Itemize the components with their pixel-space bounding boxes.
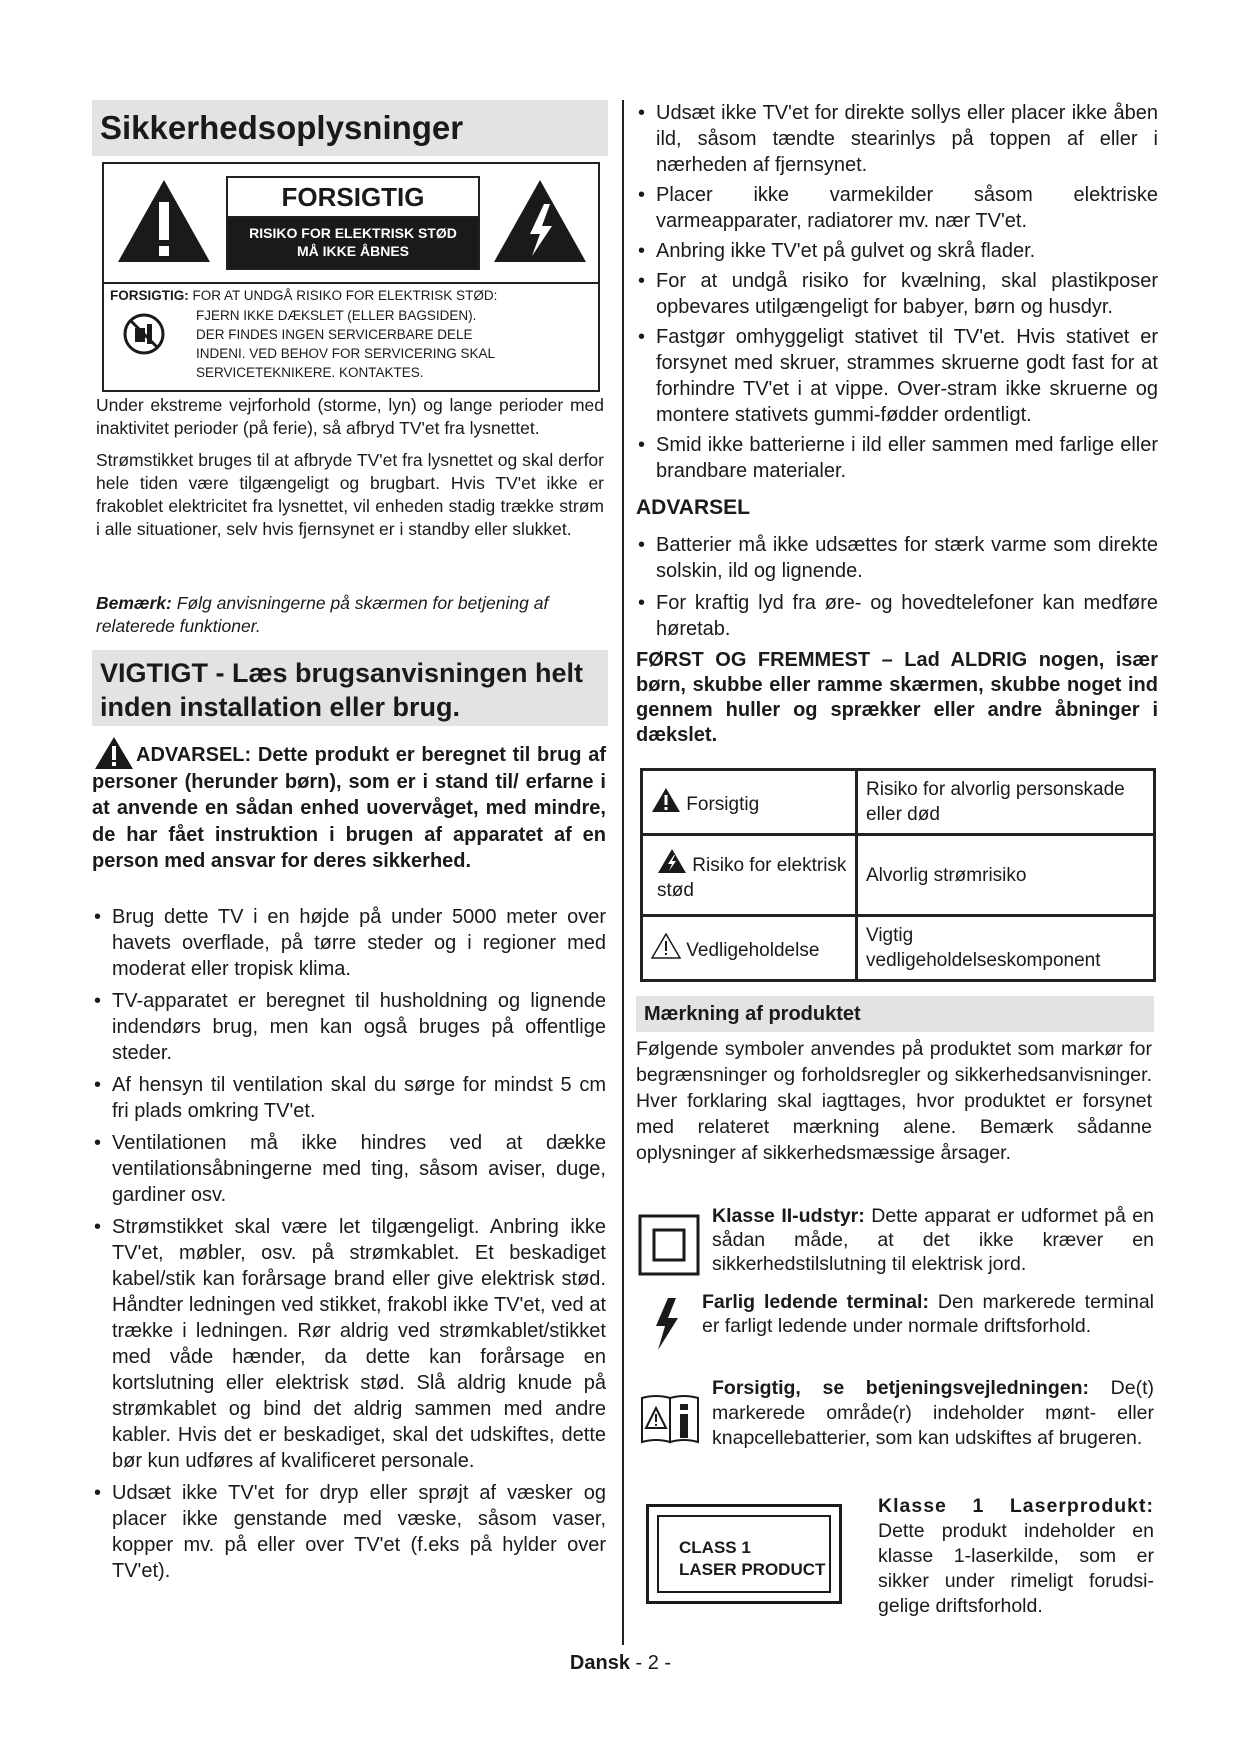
first-and-foremost: FØRST OG FREMMEST – Lad ALDRIG nogen, især børn, skubbe eller ramme skærmen, skubbe noget ind gennem huller og sprækker eller andre åbninger i dækslet. — [636, 649, 1158, 746]
caution-sub-line-1: RISIKO FOR ELEKTRISK STØD — [249, 225, 457, 241]
important-header — [92, 650, 608, 726]
manual-book-icon — [640, 1392, 702, 1446]
lightning-triangle-icon — [492, 178, 588, 264]
caution-subtitle — [228, 218, 478, 268]
table-row — [642, 916, 1155, 981]
caution-divider — [104, 282, 598, 284]
table-cell-symbol-text: Vedligeholdelse — [686, 940, 820, 961]
advarsel-heading: ADVARSEL — [636, 496, 750, 519]
caution-inner-box — [226, 176, 480, 270]
table-cell-symbol-wrap — [651, 848, 847, 903]
list-item: • Brug dette TV i en højde på under 5000 meter over havets overflade, på tørre steder og i regioner med moderat eller tropisk klima. — [92, 904, 606, 982]
manual-desc: De(t) markerede område(r) indeholder mønt- eller knapcellebatterier, som kan udskiftes af brugeren. — [712, 1377, 1155, 1449]
paragraph-weather: Under ekstreme vejrforhold (storme, lyn) og lange perioder med inaktivitet perioder (på ferie), så afbryd TV'et fra lysnettet. — [96, 395, 604, 438]
list-item: • TV-apparatet er beregnet til husholdning og lignende indendørs brug, men kan også bruges på offentlige steder. — [92, 988, 606, 1066]
page-title: Sikkerhedsoplysninger — [100, 109, 464, 146]
laser-desc: Dette produkt indeholder en klasse 1-laserkilde, som er sikker under rimeligt forudsi-gelige driftsforhold. — [878, 1520, 1154, 1617]
paragraph-mains-plug: Strømstikket bruges til at afbryde TV'et fra lysnettet og skal derfor hele tiden være tilgængeligt og brugbart. Hvis TV'et ikke er frakoblet elektricitet fra lysnettet, vil enheden stadig trække strøm i alle situationer, selv hvis fjernsynet er i standby eller slukket. — [96, 450, 604, 539]
live-terminal-label: Farlig ledende terminal: — [702, 1291, 929, 1313]
caution-text-1: FOR AT UNDGÅ RISIKO FOR ELEKTRISK STØD: — [192, 288, 498, 303]
footer-language: Dansk — [569, 1652, 630, 1674]
laser-badge-text — [679, 1537, 825, 1581]
class-ii-label: Klasse II-udstyr: — [712, 1205, 865, 1227]
symbol-table — [640, 768, 1156, 982]
table-cell-desc: Vigtig vedligeholdelseskomponent — [857, 916, 1155, 981]
left-bullet-list — [92, 904, 606, 1584]
important-title-line-1: VIGTIGT - Læs brugsanvisningen helt — [100, 658, 584, 688]
list-item: • Batterier må ikke udsættes for stærk varme som direkte solskin, ild og lignende. — [636, 532, 1158, 584]
table-row — [642, 835, 1155, 916]
right-bullet-list-1 — [636, 100, 1158, 484]
laser-badge-line-2: LASER PRODUCT — [679, 1560, 826, 1579]
laser-badge-line-1: CLASS 1 — [679, 1538, 751, 1557]
caution-label-box — [102, 162, 600, 392]
caution-triangle-icon — [651, 787, 681, 813]
list-item: • For kraftig lyd fra øre- og hovedtelefoner kan medføre høretab. — [636, 590, 1158, 642]
maintenance-triangle-icon — [651, 933, 681, 959]
list-item: • For at undgå risiko for kvælning, skal plastikposer opbevares utilgængeligt for babyer, børn og husdyr. — [636, 268, 1158, 320]
laser-text — [878, 1494, 1154, 1619]
list-item: • Anbring ikke TV'et på gulvet og skrå flader. — [636, 238, 1158, 264]
class-ii-desc: Dette apparat er udformet på en sådan måde, at det ikke kræver en sikkerhedstilslutning til elektrisk jord. — [712, 1205, 1154, 1275]
table-cell-symbol-text: Risiko for elektrisk stød — [657, 854, 847, 901]
table-cell-desc: Alvorlig strømrisiko — [857, 835, 1155, 916]
footer-page-number: - 2 - — [635, 1652, 672, 1674]
electric-shock-icon — [657, 848, 687, 874]
table-cell-desc: Risiko for alvorlig personskade eller død — [857, 770, 1155, 835]
caution-label: FORSIGTIG: — [110, 288, 189, 303]
table-cell-symbol-text: Forsigtig — [686, 794, 760, 815]
list-item: • Ventilationen må ikke hindres ved at dække ventilationsåbningerne med ting, såsom aviser, duge, gardiner osv. — [92, 1130, 606, 1208]
note — [96, 592, 604, 638]
marking-header: Mærkning af produktet — [636, 996, 1154, 1032]
caution-title: FORSIGTIG — [228, 178, 478, 218]
caution-line-1 — [110, 286, 497, 305]
live-terminal-text — [702, 1290, 1154, 1338]
warning-triangle-icon — [116, 178, 212, 264]
list-item: • Fastgør omhyggeligt stativet til TV'et. Hvis stativet er forsynet med skruer, strammes skruerne godt fast for at forhindre TV'et i at vippe. Over-stram ikke skruerne og montere stativets gummi-fødder ordentligt. — [636, 324, 1158, 428]
list-item: • Udsæt ikke TV'et for direkte sollys eller placer ikke åben ild, såsom tændte stearinlys på toppen af eller i nærheden af fjernsynet. — [636, 100, 1158, 178]
no-open-icon — [122, 312, 166, 356]
laser-label: Klasse 1 Laserprodukt: — [878, 1495, 1154, 1517]
marking-paragraph: Følgende symboler anvendes på produktet som markør for begrænsninger og forholdsregler og sikkerhedsanvisninger. Hver forklaring skal iagttages, hvor produktet er forsynet med relateret mærkning alene. Bemærk sådanne oplysninger af sikkerhedsmæssige årsager. — [636, 1038, 1152, 1164]
caution-line-4: INDENI. VED BEHOV FOR SERVICERING SKAL — [196, 346, 496, 361]
list-item: • Strømstikket skal være let tilgængeligt. Anbring ikke TV'et, møbler, osv. på strømkablet. Et beskadiget kabel/stik kan forårsage brand eller give elektrisk stød. Håndter ledningen ved stikket, frakobl ikke TV'et, ved at trække i ledningen. Rør aldrig ved strømkablet/stikket med våde hænder, da dette kan forårsage en kortslutning eller elektrisk stød. Slå aldrig knude på strømkablet og bind det aldrig sammen med andre kabler. Hvis det er beskadiget, skal det udskiftes, dette bør kun udføres af kvalificeret personale. — [92, 1214, 606, 1474]
list-item: • Af hensyn til ventilation skal du sørge for mindst 5 cm fri plads omkring TV'et. — [92, 1072, 606, 1124]
list-item: • Placer ikke varmekilder såsom elektriske varmeapparater, radiatorer mv. nær TV'et. — [636, 182, 1158, 234]
column-divider — [622, 100, 624, 1645]
list-item: • Smid ikke batterierne i ild eller sammen med farlige eller brandbare materialer. — [636, 432, 1158, 484]
important-title — [92, 650, 608, 724]
table-row — [642, 770, 1155, 835]
list-item: • Udsæt ikke TV'et for dryp eller sprøjt af væsker og placer ikke genstande med væske, såsom vaser, kopper mv. på eller over TV'et (f.eks på hylder over TV'et). — [92, 1480, 606, 1584]
laser-badge-inner — [657, 1515, 831, 1593]
lightning-bolt-icon — [650, 1296, 684, 1352]
warning-paragraph: ADVARSEL: Dette produkt er beregnet til brug af personer (herunder børn), som er i stand til/ erfarne i at anvende en sådan enhed uovervåget, med mindre, de har fået instruktion i brugen af apparatet af en person med ansvar for deres sikkerhed. — [92, 744, 606, 872]
important-title-line-2: inden installation eller brug. — [100, 692, 461, 722]
manual-text — [712, 1376, 1154, 1451]
table-cell-symbol — [642, 770, 857, 835]
class-ii-text — [712, 1204, 1154, 1276]
page-footer — [0, 1652, 1241, 1675]
right-bullet-list-2 — [636, 532, 1158, 642]
live-terminal-desc: Den markerede terminal er farligt ledende under normale driftsforhold. — [702, 1291, 1155, 1337]
caution-sub-line-2: MÅ IKKE ÅBNES — [296, 243, 409, 259]
table-cell-symbol — [642, 835, 857, 916]
caution-line-5: SERVICETEKNIKERE. KONTAKTES. — [196, 365, 424, 380]
manual-label: Forsigtig, se betjeningsvejledningen: — [712, 1377, 1090, 1399]
section-header — [92, 100, 608, 156]
table-cell-symbol — [642, 916, 857, 981]
caution-line-3: DER FINDES INGEN SERVICERBARE DELE — [196, 327, 473, 342]
laser-badge — [646, 1504, 842, 1604]
note-text: Følg anvisningerne på skærmen for betjening af relaterede funktioner. — [96, 593, 549, 636]
note-label: Bemærk: — [96, 593, 172, 613]
class-ii-icon — [638, 1214, 700, 1276]
caution-line-2: FJERN IKKE DÆKSLET (ELLER BAGSIDEN). — [196, 308, 477, 323]
